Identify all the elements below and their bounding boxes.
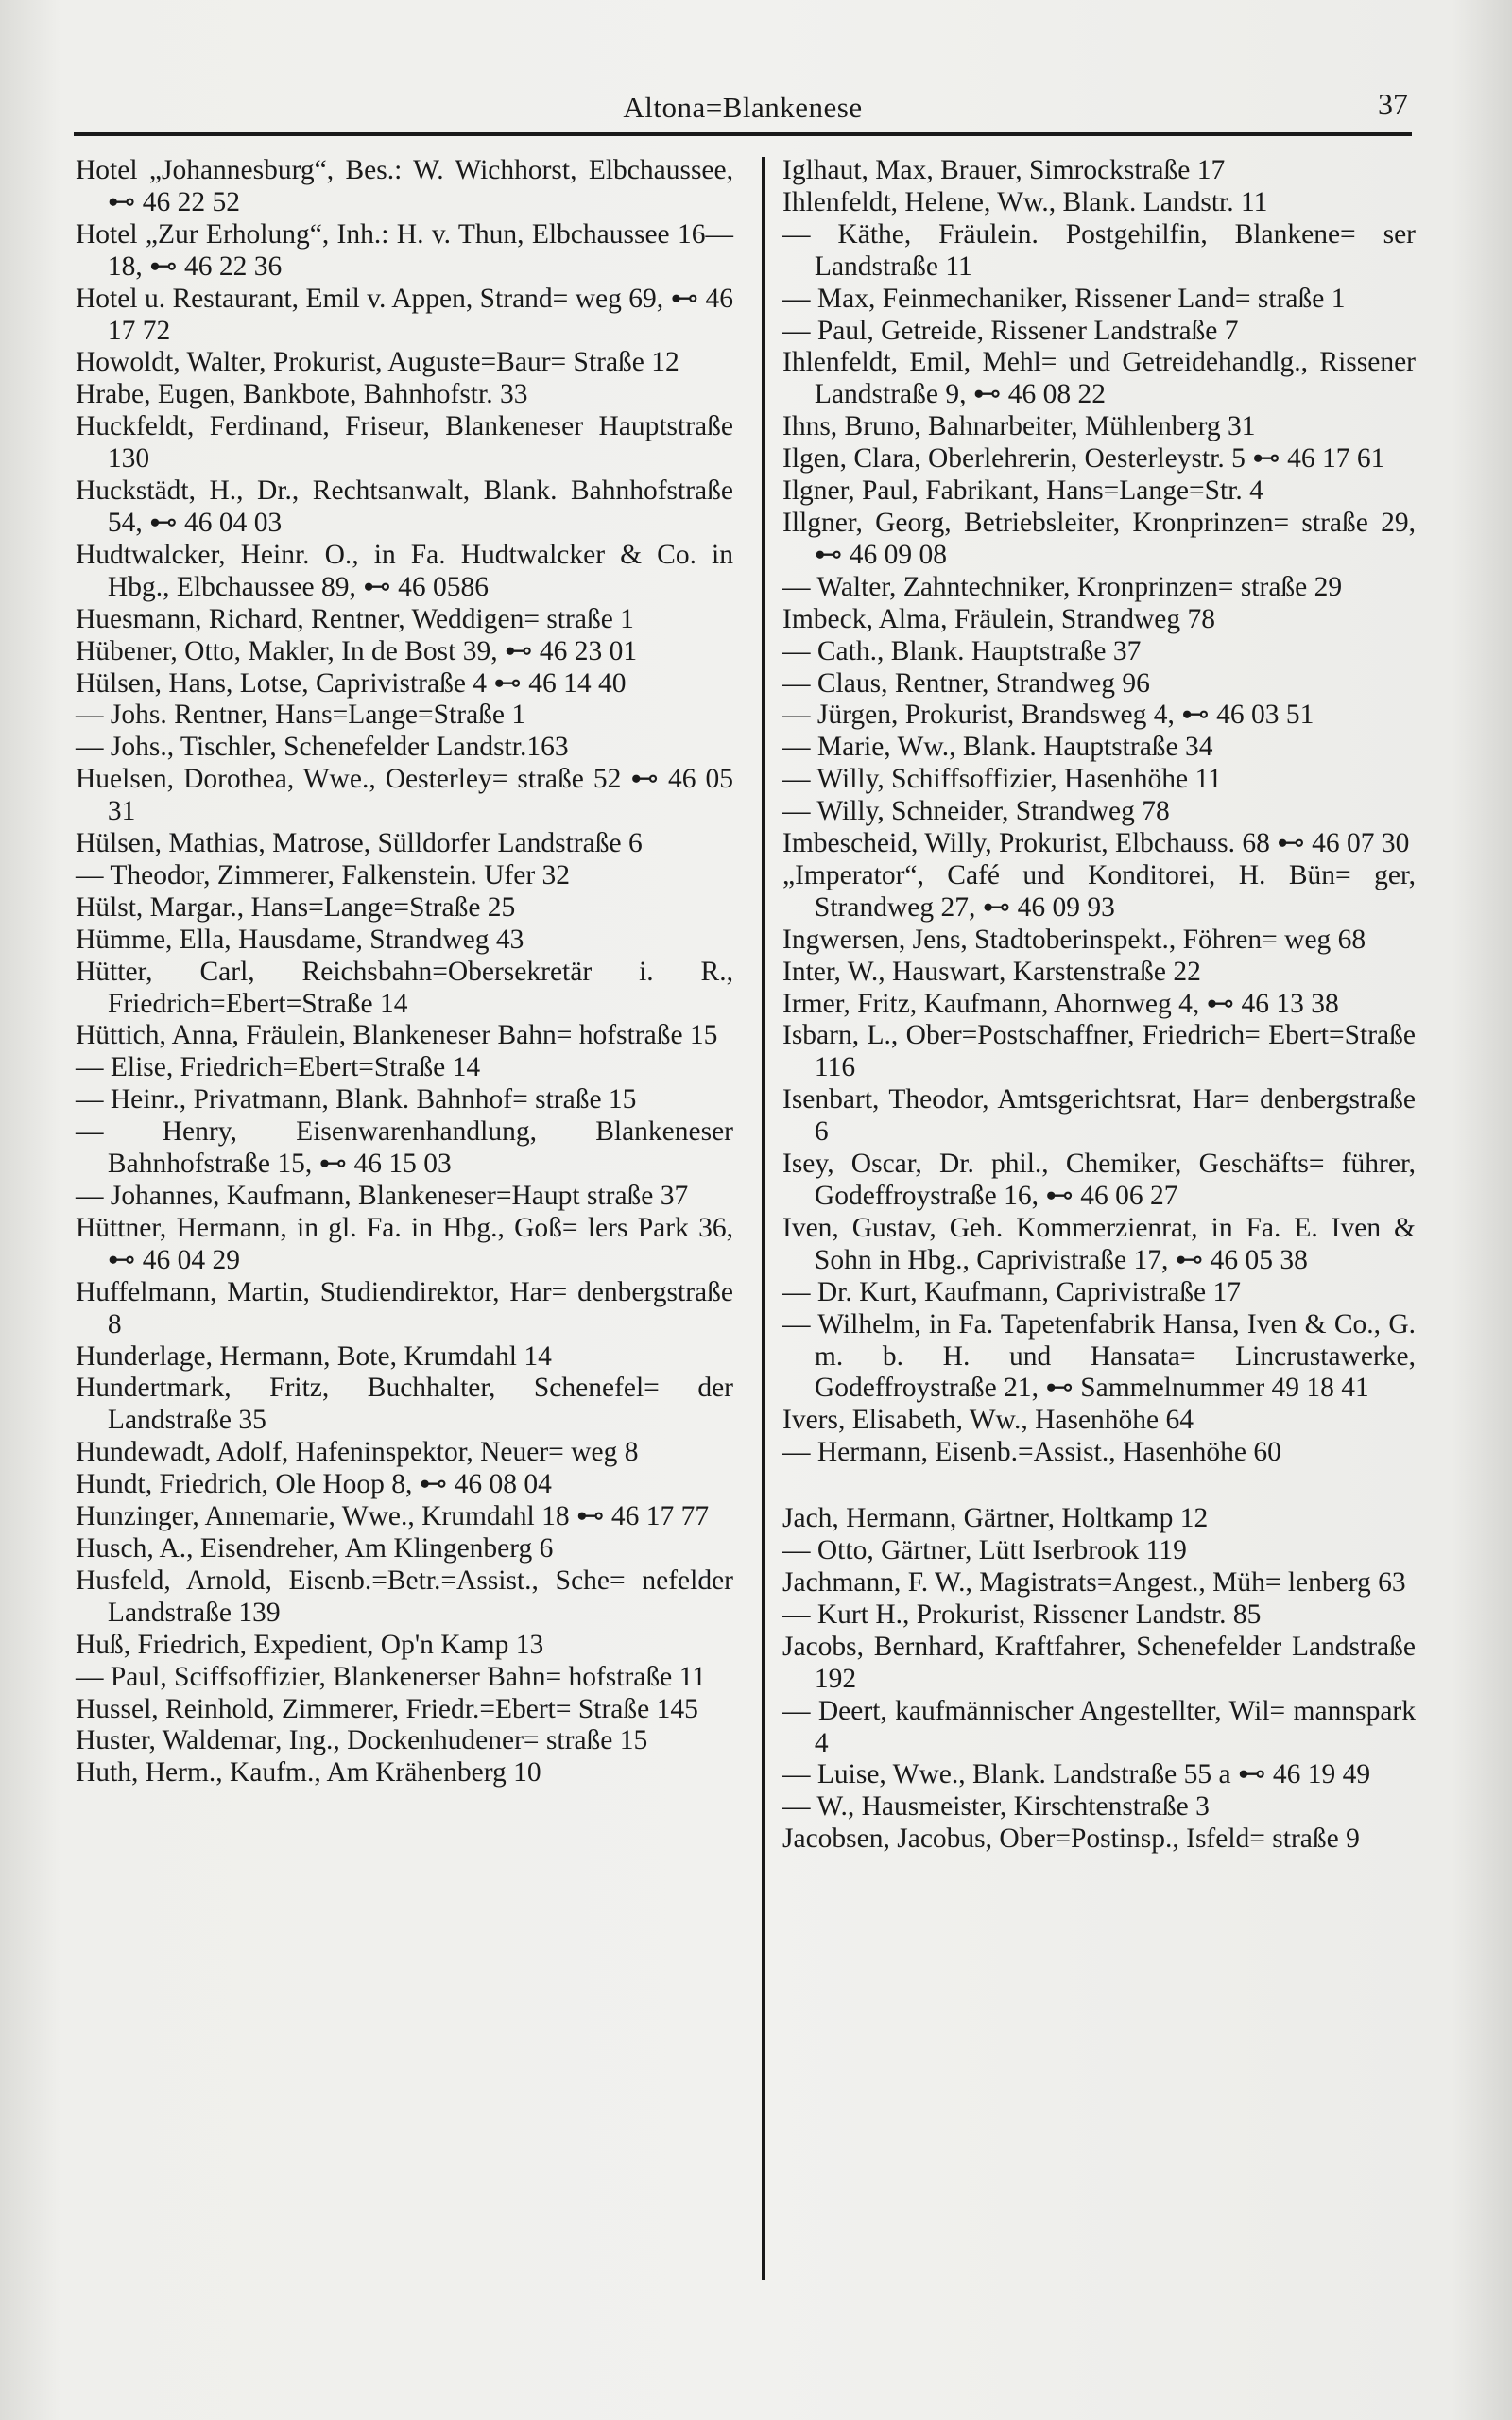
directory-entry: Hussel, Reinhold, Zimmerer, Friedr.=Ebert= Straße 145 xyxy=(76,1693,698,1724)
directory-entry: Hotel u. Restaurant, Emil v. Appen, Strand= weg 69, ⊷ 46 17 72 xyxy=(76,283,733,346)
directory-entry: Imbescheid, Willy, Prokurist, Elbchauss. 68 ⊷ 46 07 30 xyxy=(782,828,1410,859)
directory-entry: Howoldt, Walter, Prokurist, Auguste=Baur= Straße 12 xyxy=(76,347,679,378)
directory-entry: „Imperator“, Café und Konditorei, H. Bün= ger, Strandweg 27, ⊷ 46 09 93 xyxy=(782,859,1416,923)
letter-section-gap xyxy=(782,1469,1416,1503)
directory-entry: Huesmann, Richard, Rentner, Weddigen= straße 1 xyxy=(76,603,634,634)
directory-entry: — Elise, Friedrich=Ebert=Straße 14 xyxy=(76,1052,481,1083)
page-number: 37 xyxy=(1378,87,1408,121)
directory-entry: Hrabe, Eugen, Bankbote, Bahnhofstr. 33 xyxy=(76,379,528,410)
directory-entry: Hotel „Johannesburg“, Bes.: W. Wichhorst, Elbchaussee, ⊷ 46 22 52 xyxy=(76,155,733,217)
directory-entry: Hülsen, Hans, Lotse, Caprivistraße 4 ⊷ 46 14 40 xyxy=(76,667,627,699)
directory-entry: Hunzinger, Annemarie, Wwe., Krumdahl 18 ⊷ 46 17 77 xyxy=(76,1501,710,1532)
directory-entry: Ilgen, Clara, Oberlehrerin, Oesterleystr. 5 ⊷ 46 17 61 xyxy=(782,443,1385,475)
directory-entry: — Dr. Kurt, Kaufmann, Caprivistraße 17 xyxy=(782,1276,1242,1307)
directory-entry: Huffelmann, Martin, Studiendirektor, Har= denbergstraße 8 xyxy=(76,1276,733,1340)
directory-entry: Ihns, Bruno, Bahnarbeiter, Mühlenberg 31 xyxy=(782,411,1256,442)
directory-entry: — Marie, Ww., Blank. Hauptstraße 34 xyxy=(782,732,1213,763)
directory-entry: Jacobsen, Jacobus, Ober=Postinsp., Isfeld= straße 9 xyxy=(782,1824,1360,1855)
directory-entry: — Walter, Zahntechniker, Kronprinzen= straße 29 xyxy=(782,571,1343,602)
directory-entry: Hundewadt, Adolf, Hafeninspektor, Neuer= weg 8 xyxy=(76,1437,639,1468)
directory-entry: Ingwersen, Jens, Stadtoberinspekt., Föhren= weg 68 xyxy=(782,924,1366,955)
directory-entry: Isey, Oscar, Dr. phil., Chemiker, Geschäfts= führer, Godeffroystraße 16, ⊷ 46 06 27 xyxy=(782,1149,1416,1211)
directory-entry: — Luise, Wwe., Blank. Landstraße 55 a ⊷ 46 19 49 xyxy=(782,1759,1371,1790)
directory-entry: Ihlenfeldt, Emil, Mehl= und Getreidehandlg., Rissener Landstraße 9, ⊷ 46 08 22 xyxy=(782,347,1416,410)
directory-entry: Huckstädt, H., Dr., Rechtsanwalt, Blank. Bahnhofstraße 54, ⊷ 46 04 03 xyxy=(76,475,733,538)
directory-entry: Irmer, Fritz, Kaufmann, Ahornweg 4, ⊷ 46 13 38 xyxy=(782,988,1339,1019)
directory-entry: — Claus, Rentner, Strandweg 96 xyxy=(782,667,1150,699)
directory-entry: Isenbart, Theodor, Amtsgerichtsrat, Har= denbergstraße 6 xyxy=(782,1084,1416,1148)
directory-entry: Hübener, Otto, Makler, In de Bost 39, ⊷ 46 23 01 xyxy=(76,635,638,666)
directory-entry: — Otto, Gärtner, Lütt Iserbrook 119 xyxy=(782,1535,1187,1566)
directory-entry: Hudtwalcker, Heinr. O., in Fa. Hudtwalcker & Co. in Hbg., Elbchaussee 89, ⊷ 46 0586 xyxy=(76,539,733,602)
directory-entry: Illgner, Georg, Betriebsleiter, Kronprinzen= straße 29, ⊷ 46 09 08 xyxy=(782,507,1416,570)
directory-entry: — Max, Feinmechaniker, Rissener Land= straße 1 xyxy=(782,283,1346,314)
directory-entry: — Deert, kaufmännischer Angestellter, Wil= mannspark 4 xyxy=(782,1695,1416,1758)
directory-entry: Huß, Friedrich, Expedient, Op'n Kamp 13 xyxy=(76,1629,544,1660)
directory-entry: — Paul, Sciffsoffizier, Blankenerser Bahn= hofstraße 11 xyxy=(76,1661,707,1692)
directory-entry: — Henry, Eisenwarenhandlung, Blankeneser Bahnhofstraße 15, ⊷ 46 15 03 xyxy=(76,1116,733,1180)
directory-entry: Ihlenfeldt, Helene, Ww., Blank. Landstr. 11 xyxy=(782,186,1268,217)
directory-entry: Jach, Hermann, Gärtner, Holtkamp 12 xyxy=(782,1503,1209,1534)
entries-letter-i xyxy=(782,155,1416,1469)
directory-entry: — Johannes, Kaufmann, Blankeneser=Haupt straße 37 xyxy=(76,1181,689,1211)
directory-entry: Huckfeldt, Ferdinand, Friseur, Blankeneser Hauptstraße 130 xyxy=(76,411,733,475)
directory-entry: Hütter, Carl, Reichsbahn=Obersekretär i. R., Friedrich=Ebert=Straße 14 xyxy=(76,956,733,1019)
left-column xyxy=(76,155,733,2354)
directory-entry: — Johs. Rentner, Hans=Lange=Straße 1 xyxy=(76,700,526,731)
column-divider xyxy=(762,157,765,2280)
directory-entry: Hümme, Ella, Hausdame, Strandweg 43 xyxy=(76,924,524,955)
directory-entry: — Willy, Schiffsoffizier, Hasenhöhe 11 xyxy=(782,764,1222,795)
directory-entry: Ilgner, Paul, Fabrikant, Hans=Lange=Str. 4 xyxy=(782,475,1263,507)
directory-entry: Iglhaut, Max, Brauer, Simrockstraße 17 xyxy=(782,155,1226,185)
directory-entry: Imbeck, Alma, Fräulein, Strandweg 78 xyxy=(782,603,1215,634)
directory-entry: Hundertmark, Fritz, Buchhalter, Schenefel= der Landstraße 35 xyxy=(76,1373,733,1436)
directory-entry: — Willy, Schneider, Strandweg 78 xyxy=(782,796,1170,827)
directory-entry: — W., Hausmeister, Kirschtenstraße 3 xyxy=(782,1791,1210,1823)
directory-entry: — Kurt H., Prokurist, Rissener Landstr. 85 xyxy=(782,1599,1262,1630)
directory-entry: — Heinr., Privatmann, Blank. Bahnhof= straße 15 xyxy=(76,1084,637,1115)
directory-entry: Isbarn, L., Ober=Postschaffner, Friedrich= Ebert=Straße 116 xyxy=(782,1020,1416,1083)
directory-entry: Hüttich, Anna, Fräulein, Blankeneser Bahn= hofstraße 15 xyxy=(76,1020,718,1051)
directory-entry: — Paul, Getreide, Rissener Landstraße 7 xyxy=(782,315,1239,346)
directory-entry: Husch, A., Eisendreher, Am Klingenberg 6 xyxy=(76,1532,554,1564)
directory-entry: — Hermann, Eisenb.=Assist., Hasenhöhe 60 xyxy=(782,1437,1281,1468)
directory-entry: Huth, Herm., Kaufm., Am Krähenberg 10 xyxy=(76,1757,541,1789)
entries-letter-j xyxy=(782,1503,1416,1856)
right-column xyxy=(782,155,1416,2354)
directory-entry: Hüttner, Hermann, in gl. Fa. in Hbg., Goß= lers Park 36, ⊷ 46 04 29 xyxy=(76,1212,733,1275)
directory-entry: Jachmann, F. W., Magistrats=Angest., Müh= lenberg 63 xyxy=(782,1566,1406,1598)
directory-entry: Hunderlage, Hermann, Bote, Krumdahl 14 xyxy=(76,1340,552,1372)
directory-entry: Huelsen, Dorothea, Wwe., Oesterley= straße 52 ⊷ 46 05 31 xyxy=(76,764,733,827)
directory-entry: Huster, Waldemar, Ing., Dockenhudener= straße 15 xyxy=(76,1725,648,1756)
directory-entry: Ivers, Elisabeth, Ww., Hasenhöhe 64 xyxy=(782,1405,1194,1436)
directory-entry: Hülsen, Mathias, Matrose, Sülldorfer Landstraße 6 xyxy=(76,828,643,859)
directory-entry: Hundt, Friedrich, Ole Hoop 8, ⊷ 46 08 04 xyxy=(76,1469,552,1500)
directory-entry: Hülst, Margar., Hans=Lange=Straße 25 xyxy=(76,891,516,923)
directory-entry: — Theodor, Zimmerer, Falkenstein. Ufer 32 xyxy=(76,859,571,890)
running-title: Altona=Blankenese xyxy=(623,91,863,124)
page-header xyxy=(74,87,1412,136)
directory-entry: Husfeld, Arnold, Eisenb.=Betr.=Assist., Sche= nefelder Landstraße 139 xyxy=(76,1564,733,1628)
directory-entry: Iven, Gustav, Geh. Kommerzienrat, in Fa. E. Iven & Sohn in Hbg., Caprivistraße 17, ⊷ 46 05 38 xyxy=(782,1212,1416,1275)
directory-entry: — Käthe, Fräulein. Postgehilfin, Blankene= ser Landstraße 11 xyxy=(782,218,1416,282)
directory-entry: — Jürgen, Prokurist, Brandsweg 4, ⊷ 46 03 51 xyxy=(782,700,1314,731)
directory-entry: — Cath., Blank. Hauptstraße 37 xyxy=(782,635,1142,666)
directory-entry: Inter, W., Hauswart, Karstenstraße 22 xyxy=(782,956,1201,987)
directory-entry: — Johs., Tischler, Schenefelder Landstr.163 xyxy=(76,732,569,763)
directory-entry: — Wilhelm, in Fa. Tapetenfabrik Hansa, Iven & Co., G. m. b. H. und Hansata= Lincrustawerke, Godeffroystraße 21, ⊷ Sammelnummer 49 18 41 xyxy=(782,1308,1416,1404)
directory-entry: Hotel „Zur Erholung“, Inh.: H. v. Thun, Elbchaussee 16—18, ⊷ 46 22 36 xyxy=(76,218,733,282)
directory-entry: Jacobs, Bernhard, Kraftfahrer, Schenefelder Landstraße 192 xyxy=(782,1631,1416,1694)
